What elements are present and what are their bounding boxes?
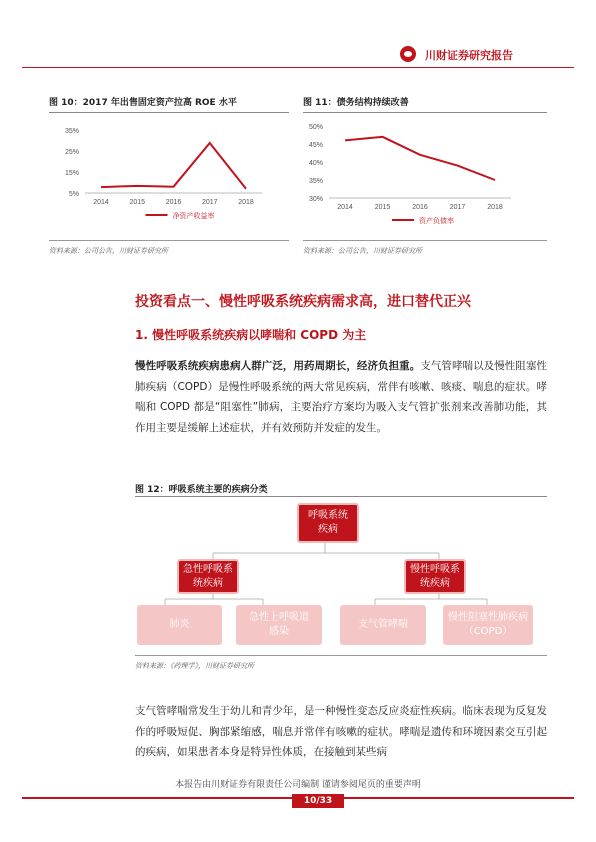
footer-disclaimer: 本报告由川财证券有限责任公司编制 谨请参阅尾页的重要声明 bbox=[175, 780, 421, 790]
x-tick-label: 2014 bbox=[93, 199, 109, 206]
y-tick-label: 50% bbox=[308, 124, 323, 131]
y-tick-label: 25% bbox=[64, 149, 79, 156]
x-tick-label: 2018 bbox=[238, 199, 254, 206]
series-line bbox=[345, 137, 495, 180]
fig11-title: 图 11：债务结构持续改善 bbox=[303, 98, 409, 108]
x-tick-label: 2016 bbox=[412, 204, 428, 211]
x-tick-label: 2018 bbox=[487, 204, 503, 211]
section-title: 投资看点一、慢性呼吸系统疾病需求高，进口替代正兴 bbox=[135, 294, 471, 310]
y-tick-label: 5% bbox=[68, 191, 79, 198]
legend-label: 净资产收益率 bbox=[172, 213, 215, 220]
x-tick-label: 2014 bbox=[337, 204, 353, 211]
fig12-title: 图 12：呼吸系统主要的疾病分类 bbox=[135, 485, 268, 495]
subsection-title: 1. 慢性呼吸系统疾病以哮喘和 COPD 为主 bbox=[135, 328, 367, 342]
y-tick-label: 35% bbox=[64, 128, 79, 135]
fig10-source-rule bbox=[49, 240, 289, 241]
node-respiratory-diseases: 呼吸系统疾病 bbox=[297, 503, 359, 543]
x-tick-label: 2016 bbox=[165, 199, 182, 206]
paragraph-2: 支气管哮喘常发生于幼儿和青少年，是一种慢性变态反应炎症性疾病。临床表现为反复发作的呼吸短促、胸部紧缩感，喘息并常伴有咳嗽的症状。哮喘是遗传和环境因素交互引起的疾病，如果患者本身是特异性体质，在接触到某些病 bbox=[135, 705, 547, 758]
fig10-chart bbox=[49, 118, 289, 236]
y-tick-label: 40% bbox=[308, 160, 323, 167]
node-acute-respiratory: 急性呼吸系统疾病 bbox=[177, 559, 239, 594]
node-copd: 慢性阻塞性肺疾病（COPD） bbox=[443, 605, 533, 645]
node-chronic-respiratory: 慢性呼吸系统疾病 bbox=[404, 559, 466, 594]
paragraph-1-body: 支气管哮喘以及慢性阻塞性肺疾病（COPD）是慢性呼吸系统的两大常见疾病，常伴有咳嗽、咳痰、喘息的症状。哮喘和 COPD 都是“阻塞性”肺病，主要治疗方案均为吸入支气管扩张剂来改善肺功能，其作用主要是缓解上述症状，并有效预防并发症的发生。 bbox=[135, 360, 548, 434]
x-tick-label: 2015 bbox=[374, 204, 391, 211]
x-tick-label: 2017 bbox=[201, 199, 218, 206]
fig12-source: 资料来源：《药理学》，川财证券研究所 bbox=[135, 662, 254, 670]
fig10-source: 资料来源：公司公告，川财证券研究所 bbox=[49, 247, 168, 255]
y-tick-label: 15% bbox=[64, 170, 79, 177]
header-divider bbox=[22, 67, 574, 68]
x-tick-label: 2017 bbox=[449, 204, 466, 211]
series-line bbox=[101, 143, 246, 189]
y-tick-label: 30% bbox=[308, 196, 323, 203]
node-acute-uri: 急性上呼吸道感染 bbox=[236, 605, 322, 645]
brand-logo-icon bbox=[400, 46, 416, 62]
fig11-title-rule bbox=[303, 112, 547, 113]
paragraph-1-lead: 慢性呼吸系统疾病患病人群广泛，用药周期长，经济负担重。 bbox=[135, 360, 421, 372]
fig11-chart bbox=[303, 118, 547, 236]
fig12-source-rule bbox=[135, 655, 547, 656]
y-tick-label: 45% bbox=[308, 142, 323, 149]
fig10-title: 图 10：2017 年出售固定资产拉高 ROE 水平 bbox=[49, 98, 237, 108]
fig11-source-rule bbox=[303, 240, 547, 241]
node-bronchial-asthma: 支气管哮喘 bbox=[340, 605, 426, 645]
page-number: 10/33 bbox=[292, 794, 344, 808]
fig11-source: 资料来源：公司公告，川财证券研究所 bbox=[303, 247, 422, 255]
paragraph-1 bbox=[135, 356, 547, 438]
x-tick-label: 2015 bbox=[129, 199, 146, 206]
fig10-title-rule bbox=[49, 112, 289, 113]
y-tick-label: 35% bbox=[308, 178, 323, 185]
node-pneumonia: 肺炎 bbox=[137, 605, 222, 645]
legend-label: 资产负债率 bbox=[419, 218, 454, 225]
brand-name: 川财证券研究报告 bbox=[425, 49, 513, 62]
